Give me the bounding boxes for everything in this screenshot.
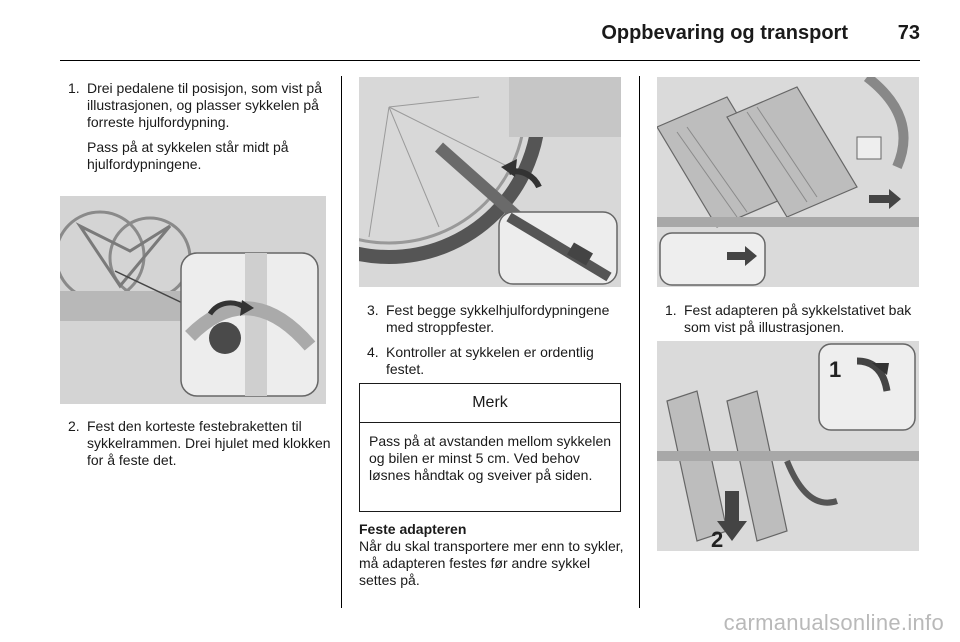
page-number: 73 [897, 22, 920, 44]
section-heading: Feste adapteren [359, 521, 467, 537]
left-column-top [60, 80, 332, 173]
column-divider-right [639, 76, 640, 608]
figure-wheel-strap [359, 77, 621, 287]
step-text: Drei pedalene til posisjon, som vist på illustrasjonen, og plasser sykkelen på forreste hjulfordypning. [87, 80, 323, 130]
step-text: Fest begge sykkelhjulfordypningene med stroppfester. [386, 302, 610, 335]
left-column-bottom [60, 418, 332, 469]
page-header [60, 14, 920, 54]
note-body: Pass på at avstanden mellom sykkelen og bilen er minst 5 cm. Ved behov løsnes håndtak og sveiver på siden. [369, 433, 612, 483]
figure-bike-pedal-bracket [60, 196, 326, 404]
step-number: 1. [68, 80, 80, 96]
step-1-right [657, 302, 923, 336]
figure-adapter-mount [657, 77, 919, 287]
step-1-left [60, 80, 332, 131]
step-2-left [60, 418, 332, 469]
step-text: Kontroller at sykkelen er ordentlig festet. [386, 344, 594, 377]
page-title: Oppbevaring og transport [601, 22, 848, 44]
figure-label-1: 1 [829, 357, 842, 382]
step-number: 4. [367, 344, 379, 360]
figure-adapter-steps [657, 341, 919, 551]
step-4-middle [359, 344, 625, 378]
step-number: 3. [367, 302, 379, 318]
adapter-mount-illustration [657, 77, 919, 287]
step-text: Fest den korteste festebraketten til sykkelrammen. Drei hjulet med klokken for å feste det. [87, 418, 331, 468]
step-3-middle [359, 302, 625, 336]
column-divider-left [341, 76, 342, 608]
step-number: 2. [68, 418, 80, 434]
section-body: Når du skal transportere mer enn to sykler, må adapteren festes før andre sykkel settes på. [359, 538, 624, 588]
adapter-steps-illustration [657, 341, 919, 551]
step-number: 1. [665, 302, 677, 318]
right-column-steps [657, 302, 923, 336]
header-rule [60, 60, 920, 61]
note-title: Merk [360, 384, 620, 423]
middle-column-steps [359, 302, 625, 378]
bike-pedal-illustration [60, 196, 326, 404]
figure-label-2: 2 [711, 527, 724, 551]
section-feste-adapteren [359, 521, 625, 589]
watermark: carmanualsonline.info [723, 610, 944, 635]
wheel-strap-illustration [359, 77, 621, 287]
note-box [359, 383, 621, 512]
step-1-note: Pass på at sykkelen står midt på hjulfordypningene. [87, 139, 289, 172]
step-text: Fest adapteren på sykkelstativet bak som vist på illustrasjonen. [684, 302, 912, 335]
